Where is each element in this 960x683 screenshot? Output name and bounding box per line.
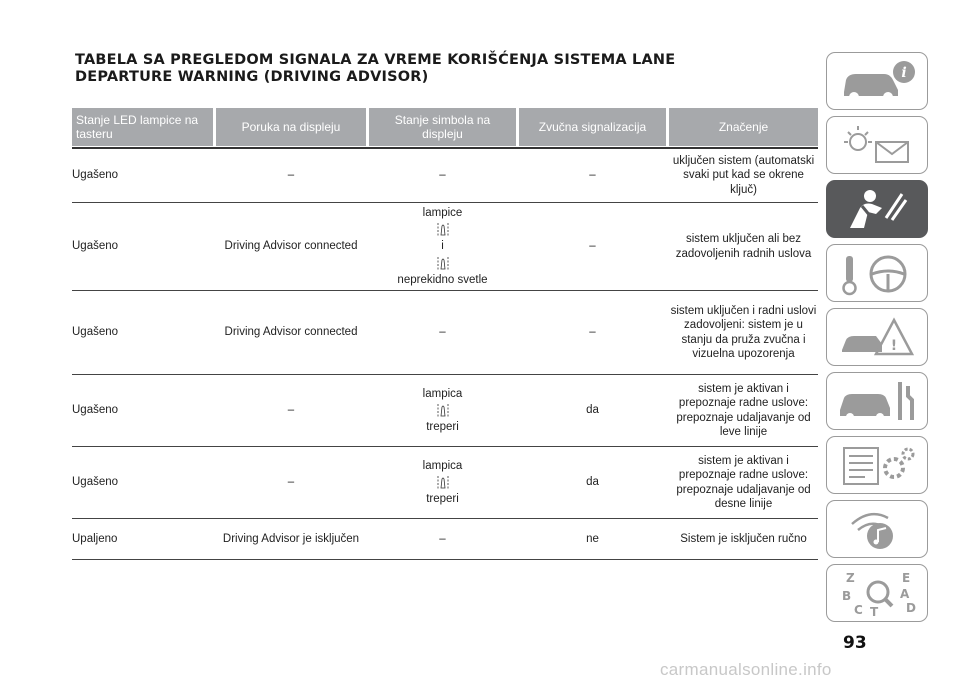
header-sound: Zvučna signalizacija (519, 108, 666, 146)
lane-right-icon (437, 256, 449, 271)
seatbelt-airbag-icon (832, 184, 922, 234)
symbol-text: treperi (426, 493, 459, 505)
symbol-text: lampica (422, 459, 463, 472)
led-state: Upaljeno (72, 532, 118, 545)
signal-table (72, 108, 818, 560)
technical-data-icon (832, 440, 922, 490)
tab-car-info[interactable] (826, 52, 928, 110)
symbol-state (369, 203, 516, 290)
table-row (72, 203, 818, 291)
display-message: Driving Advisor connected (224, 240, 358, 253)
meaning: sistem je aktivan i prepoznaje radne uslove: prepoznaje udaljavanje od desne linije (676, 454, 811, 510)
chapter-sidebar (826, 52, 930, 628)
table-row (72, 149, 818, 203)
lane-left-icon (437, 222, 449, 237)
page-number: 93 (843, 633, 867, 653)
index-letter: E (902, 571, 911, 585)
led-state: Ugašeno (72, 476, 119, 489)
sound: da (586, 476, 599, 489)
symbol-text: treperi (426, 421, 459, 433)
display-message: – (287, 169, 295, 182)
header-symbol-state: Stanje simbola na displeju (369, 108, 516, 146)
tab-multimedia[interactable] (826, 500, 928, 558)
tab-emergency[interactable] (826, 308, 928, 366)
key-steering-icon (832, 248, 922, 298)
header-display-message: Poruka na displeju (216, 108, 366, 146)
car-maintenance-icon (832, 376, 922, 426)
page-title: TABELA SA PREGLEDOM SIGNALA ZA VREME KORIŠĆENJA SISTEMA LANE DEPARTURE WARNING (DRIVING ADVISOR) (75, 52, 676, 85)
index-letter: T (870, 605, 879, 618)
svg-text:i: i (901, 65, 907, 81)
lane-right-icon (437, 475, 449, 490)
meaning: Sistem je isključen ručno (680, 532, 807, 545)
lane-left-icon (437, 403, 449, 418)
table-row (72, 375, 818, 447)
index-letter: Z (846, 571, 855, 585)
tab-warning-lights[interactable] (826, 116, 928, 174)
led-state: Ugašeno (72, 404, 119, 417)
symbol-state: – (439, 326, 446, 339)
index-letter: D (906, 601, 916, 615)
symbol-state (369, 447, 516, 518)
sound: – (589, 169, 596, 182)
meaning: sistem je aktivan i prepoznaje radne uslove: prepoznaje udaljavanje od leve linije (676, 382, 811, 438)
meaning: sistem uključen i radni uslovi zadovoljeni: sistem je u stanju da pruža zvučna i vizuelna upozorenja (670, 304, 817, 360)
svg-text:!: ! (890, 338, 898, 354)
tab-index[interactable] (826, 564, 928, 622)
symbol-state: – (439, 169, 446, 182)
sound: – (589, 326, 596, 339)
table-row (72, 291, 818, 375)
index-letter: B (842, 589, 852, 603)
display-message: Driving Advisor connected (224, 326, 358, 339)
led-state: Ugašeno (72, 169, 119, 182)
tab-safety[interactable] (826, 180, 928, 238)
header-led-state: Stanje LED lampice na tasteru (72, 108, 213, 146)
warning-lights-icon (832, 120, 922, 170)
index-letter: A (900, 587, 910, 601)
led-state: Ugašeno (72, 240, 119, 253)
header-meaning: Značenje (669, 108, 818, 146)
emergency-triangle-icon (832, 312, 922, 362)
table-row (72, 447, 818, 519)
symbol-text: lampice (422, 207, 463, 220)
car-info-icon (832, 56, 922, 106)
sound: ne (586, 532, 599, 545)
table-header (72, 108, 818, 146)
index-search-icon (832, 568, 922, 618)
symbol-text: i (441, 240, 444, 253)
meaning: uključen sistem (automatski svaki put kad se okrene ključ) (672, 155, 815, 196)
symbol-state: – (439, 532, 446, 545)
multimedia-icon (832, 504, 922, 554)
sound: da (586, 404, 599, 417)
display-message: – (287, 476, 295, 489)
meaning: sistem uključen ali bez zadovoljenih radnih uslova (675, 233, 812, 260)
symbol-text: neprekidno svetle (397, 273, 488, 286)
led-state: Ugašeno (72, 326, 119, 339)
display-message: Driving Advisor je isključen (222, 532, 360, 545)
watermark: carmanualsonline.info (660, 660, 832, 679)
tab-technical-data[interactable] (826, 436, 928, 494)
symbol-text: lampica (422, 387, 463, 400)
display-message: – (287, 404, 295, 417)
tab-maintenance[interactable] (826, 372, 928, 430)
table-row (72, 519, 818, 560)
symbol-state (369, 375, 516, 446)
tab-key-steering[interactable] (826, 244, 928, 302)
sound: – (589, 240, 596, 253)
index-letter: C (854, 603, 863, 617)
